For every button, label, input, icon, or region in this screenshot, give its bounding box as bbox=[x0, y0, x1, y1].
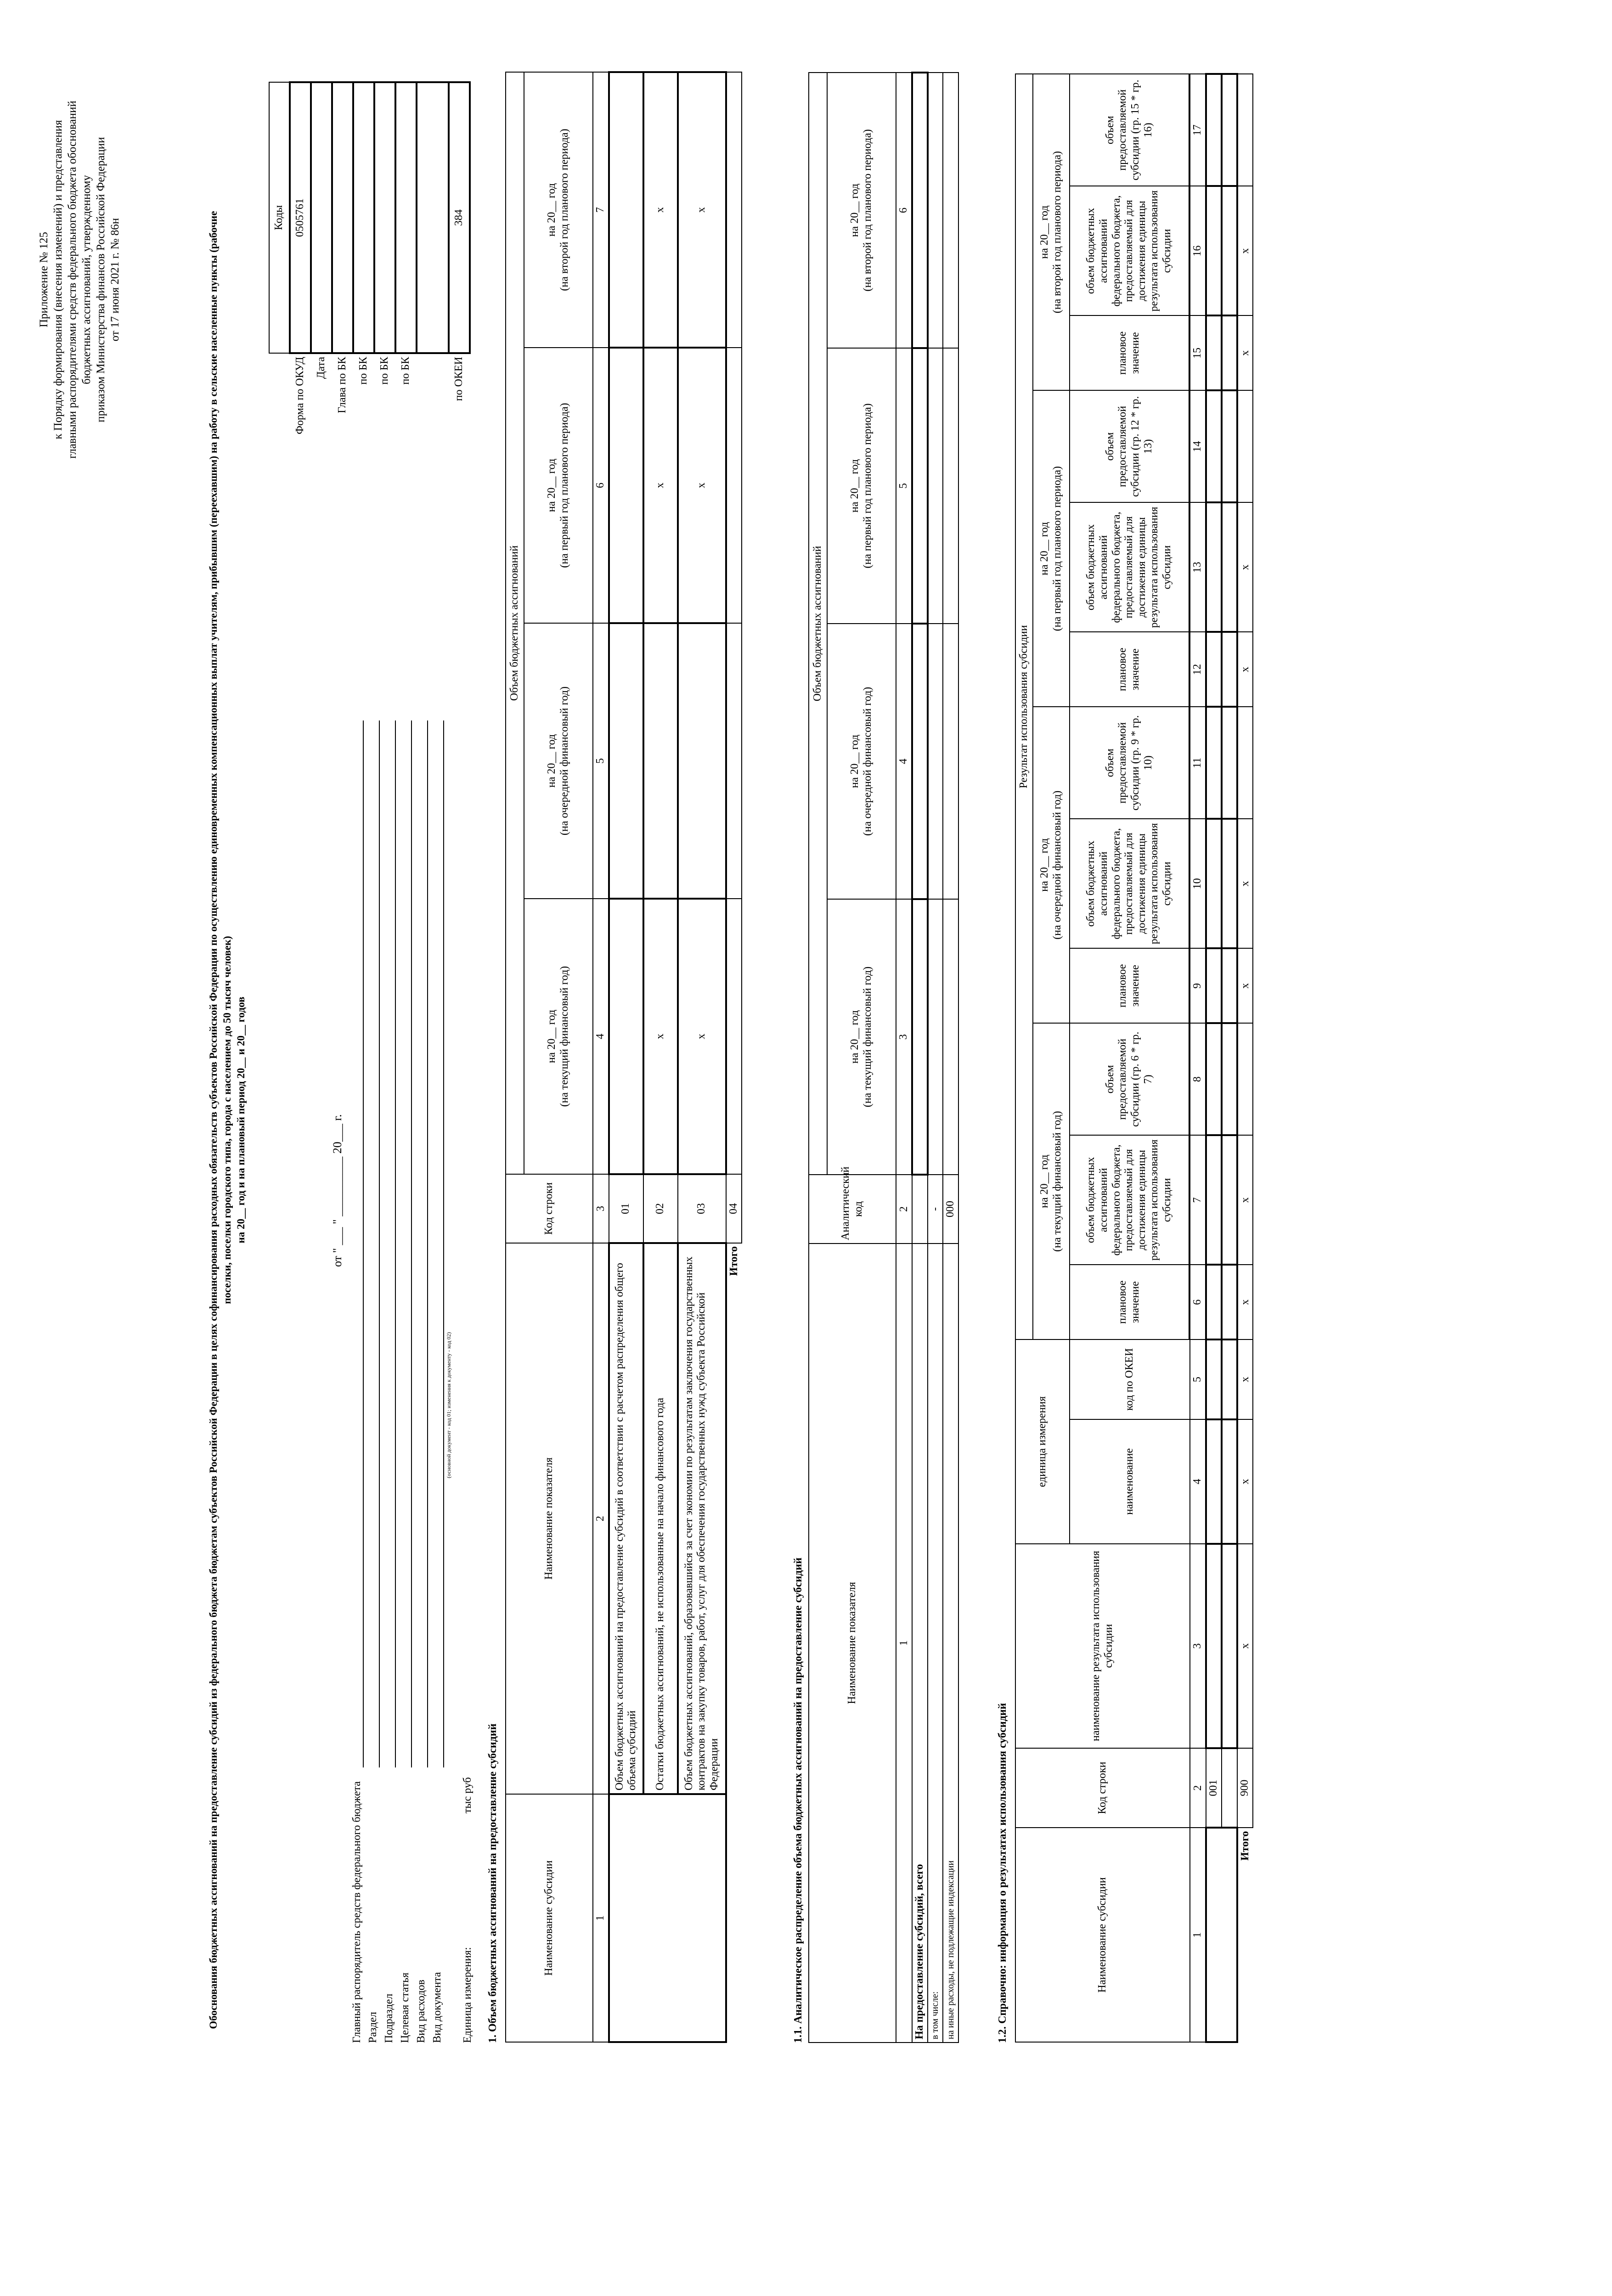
s1-cell bbox=[609, 348, 643, 623]
s11-column-numbers bbox=[896, 73, 912, 2043]
s12-head-unit-group: единица измерения bbox=[1015, 1339, 1070, 1544]
appendix-line: приказом Министерства финансов Российской Федерации bbox=[95, 137, 107, 422]
s12-total-code: 900 bbox=[1237, 1748, 1253, 1828]
appendix-line: к Порядку формирования (внесения изменений) и представления bbox=[52, 120, 64, 439]
s12-cell bbox=[1222, 1023, 1237, 1135]
appendix-block bbox=[37, 36, 122, 523]
s1-cell: x bbox=[643, 899, 678, 1174]
s1-cell bbox=[726, 623, 742, 899]
s1-row-code: 03 bbox=[678, 1174, 726, 1243]
codes-header: Коды bbox=[269, 82, 290, 353]
col-num: 5 bbox=[896, 348, 912, 624]
title-line: Обоснования бюджетных ассигнований на предоставление субсидий из федерального бюджета бюджетам субъектов Российской Федерации в целях софинансирования расходных обязательств субъектов Российской Федерации по осуществлению единовременных компенсационных выплат учителям, прибывшим (переехавшим) на работу в сельские населенные пункты (рабочие bbox=[208, 211, 219, 2029]
s12-total-cell: x bbox=[1237, 316, 1253, 391]
s12-head-vol: объем бюджетных ассигнований федерального бюджета, предоставляемый для достижения единицы результата использования субсидии bbox=[1070, 186, 1189, 315]
s12-cell bbox=[1206, 819, 1222, 948]
col-num: 3 bbox=[593, 1174, 609, 1243]
col-num: 5 bbox=[593, 623, 609, 899]
s12-cell bbox=[1222, 390, 1237, 502]
s1-head-row-code: Код строки bbox=[506, 1174, 593, 1243]
s12-cell bbox=[1222, 74, 1237, 186]
s11-head-group: Объем бюджетных ассигнований bbox=[809, 73, 827, 1175]
s1-head-year2: на 20__ год (на очередной финансовый год) bbox=[524, 623, 593, 899]
title-line: на 20__ год и на плановый период 20__ и 20__ годов bbox=[235, 996, 247, 1244]
col-num: 16 bbox=[1190, 186, 1206, 315]
s11-cell bbox=[912, 899, 928, 1175]
appendix-line: от 17 июня 2021 г. № 86н bbox=[109, 218, 121, 342]
s1-cell bbox=[678, 623, 726, 899]
col-num: 2 bbox=[896, 1175, 912, 1244]
s12-cell bbox=[1222, 707, 1237, 819]
s12-head-vol: объем бюджетных ассигнований федерального бюджета, предоставляемый для достижения единицы результата использования субсидии bbox=[1070, 819, 1189, 948]
col-num: 1 bbox=[896, 1244, 912, 2043]
s12-cell bbox=[1206, 1023, 1222, 1135]
s12-cell bbox=[1206, 316, 1222, 391]
codes-label: Глава по БК bbox=[336, 357, 349, 413]
s11-cell bbox=[928, 624, 943, 899]
s12-head-vol: объем бюджетных ассигнований федерального бюджета, предоставляемый для достижения единицы результата использования субсидии bbox=[1070, 502, 1189, 632]
codes-label: по ОКЕИ bbox=[453, 357, 465, 401]
s12-cell bbox=[1222, 1265, 1237, 1339]
s1-subsidy-cell bbox=[609, 1794, 726, 2042]
field-line bbox=[395, 720, 396, 1767]
s12-head-result-name: наименование результата использования субсидии bbox=[1015, 1544, 1190, 1748]
codes-row bbox=[449, 82, 470, 495]
s12-head-unit-name: наименование bbox=[1070, 1419, 1190, 1544]
table-row bbox=[643, 72, 678, 2042]
s11-row-code: - bbox=[928, 1175, 943, 1244]
table-row bbox=[609, 72, 643, 2042]
s1-cell bbox=[726, 899, 742, 1174]
field-line bbox=[379, 720, 380, 1767]
document-title bbox=[207, 156, 248, 2084]
s12-head-plan: плановое значение bbox=[1070, 632, 1189, 707]
section1-table bbox=[505, 71, 742, 2043]
s11-cell bbox=[928, 899, 943, 1175]
col-num: 13 bbox=[1190, 502, 1206, 632]
s12-cell bbox=[1206, 1419, 1222, 1544]
s12-cell bbox=[1206, 1265, 1222, 1339]
col-num: 4 bbox=[1190, 1419, 1206, 1544]
s1-head-subsidy-name: Наименование субсидии bbox=[506, 1794, 593, 2042]
col-num: 2 bbox=[1190, 1748, 1206, 1828]
s11-head-year1: на 20__ год (на текущий финансовый год) bbox=[827, 899, 896, 1175]
codes-table bbox=[269, 81, 471, 495]
appendix-line: Приложение № 125 bbox=[38, 231, 50, 328]
s12-total-cell bbox=[1237, 390, 1253, 502]
codes-row bbox=[374, 82, 395, 495]
s12-total-cell: x bbox=[1237, 632, 1253, 707]
field-line bbox=[427, 720, 428, 1767]
unit-label: Единица измерения: bbox=[462, 1947, 473, 2043]
col-num: 7 bbox=[593, 72, 609, 348]
col-num: 1 bbox=[1190, 1828, 1206, 2042]
codes-value: 384 bbox=[449, 82, 470, 353]
s12-cell bbox=[1222, 186, 1237, 315]
s11-cell bbox=[943, 348, 958, 624]
col-num: 6 bbox=[1190, 1265, 1206, 1339]
codes-row bbox=[417, 82, 449, 495]
col-num: 9 bbox=[1190, 948, 1206, 1023]
s1-total-label: Итого bbox=[727, 1246, 740, 1276]
codes-row bbox=[353, 82, 374, 495]
s11-cell bbox=[943, 624, 958, 899]
table-row bbox=[912, 73, 928, 2043]
s11-cell bbox=[928, 73, 943, 348]
col-num: 7 bbox=[1190, 1135, 1206, 1265]
s12-total-cell bbox=[1237, 707, 1253, 819]
title-line: поселки, поселки городского типа, города с населением до 50 тысяч человек) bbox=[221, 936, 233, 1304]
codes-label: по БК bbox=[400, 357, 412, 385]
s12-head-plan: плановое значение bbox=[1070, 316, 1189, 391]
codes-label: по БК bbox=[357, 357, 370, 385]
section12-title: 1.2. Справочно: информация о результатах использования субсидий bbox=[997, 1703, 1009, 2043]
header-fields bbox=[349, 1781, 445, 2043]
col-num: 1 bbox=[593, 1794, 609, 2042]
s12-total-cell: x bbox=[1237, 948, 1253, 1023]
s11-head-year3: на 20__ год (на первый год планового периода) bbox=[827, 348, 896, 624]
section11-title: 1.1. Аналитическое распределение объема бюджетных ассигнований на предоставление субсидий bbox=[792, 1557, 804, 2043]
s1-head-year3: на 20__ год (на первый год планового периода) bbox=[524, 348, 593, 623]
s12-cell bbox=[1222, 632, 1237, 707]
codes-row bbox=[395, 82, 417, 495]
codes-value: 0505761 bbox=[290, 82, 311, 353]
codes-row bbox=[311, 82, 332, 495]
s12-cell bbox=[1206, 948, 1222, 1023]
s12-head-sub: объем предоставляемой субсидии (гр. 6 * гр. 7) bbox=[1070, 1023, 1189, 1135]
s12-cell bbox=[1206, 1339, 1222, 1419]
section12-table bbox=[1015, 73, 1253, 2043]
codes-value bbox=[332, 82, 353, 353]
s11-cell bbox=[912, 624, 928, 899]
s11-row-name: в том числе: bbox=[928, 1244, 943, 2043]
codes-value bbox=[417, 82, 449, 353]
codes-label: Дата bbox=[315, 357, 327, 379]
table-row bbox=[943, 73, 958, 2043]
unit-value: тыс руб bbox=[462, 1777, 473, 1813]
s12-head-unit-code: код по ОКЕИ bbox=[1070, 1339, 1190, 1419]
col-num: 4 bbox=[593, 899, 609, 1174]
s1-column-numbers bbox=[593, 72, 609, 2042]
s1-head-year1: на 20__ год (на текущий финансовый год) bbox=[524, 899, 593, 1174]
section11-table bbox=[808, 72, 959, 2043]
s1-head-group: Объем бюджетных ассигнований bbox=[506, 72, 524, 1174]
s1-row-code: 01 bbox=[609, 1174, 643, 1243]
s1-row-name: Остатки бюджетных ассигнований, не использованные на начало финансового года bbox=[643, 1243, 678, 1794]
s1-cell: x bbox=[678, 72, 726, 348]
s12-row-code bbox=[1222, 1748, 1237, 1828]
s1-cell bbox=[726, 348, 742, 623]
s1-row-name: Объем бюджетных ассигнований, образовавшийся за счет экономии по результатам заключения государственных контрактов на закупку товаров, работ, услуг для обеспечения государственных нужд субъекта Российской Федерации bbox=[678, 1243, 726, 1794]
s12-head-period2: на 20__ год (на очередной финансовый год) bbox=[1033, 707, 1070, 1023]
codes-value bbox=[374, 82, 395, 353]
s12-cell bbox=[1206, 1544, 1222, 1748]
col-num: 10 bbox=[1190, 819, 1206, 948]
s12-cell bbox=[1222, 316, 1237, 391]
col-num: 14 bbox=[1190, 390, 1206, 502]
s12-subsidy-cell bbox=[1206, 1828, 1237, 2042]
s11-head-year4: на 20__ год (на второй год планового периода) bbox=[827, 73, 896, 348]
field-line bbox=[363, 720, 364, 1767]
s1-row-name: Объем бюджетных ассигнований на предоставление субсидий в соответствии с расчетом распределения общего объема субсидий bbox=[609, 1243, 643, 1794]
table-row bbox=[678, 72, 726, 2042]
s12-head-plan: плановое значение bbox=[1070, 1265, 1189, 1339]
codes-label: по БК bbox=[378, 357, 391, 385]
s11-row-code bbox=[912, 1175, 928, 1244]
s12-cell bbox=[1206, 632, 1222, 707]
s12-total-cell bbox=[1237, 1023, 1253, 1135]
s1-cell bbox=[609, 623, 643, 899]
s1-cell: x bbox=[643, 72, 678, 348]
s12-row-code: 001 bbox=[1206, 1748, 1222, 1828]
s12-total-label: Итого bbox=[1239, 1831, 1251, 1861]
s12-head-sub: объем предоставляемой субсидии (гр. 12 * гр. 13) bbox=[1070, 390, 1189, 502]
s12-head-period4: на 20__ год (на второй год планового периода) bbox=[1033, 74, 1070, 390]
s12-cell bbox=[1222, 502, 1237, 632]
document-date-line: от " ___ " __________ 20___ г. bbox=[331, 1114, 344, 1267]
s1-cell: x bbox=[678, 899, 726, 1174]
appendix-line: бюджетных ассигнований, утвержденному bbox=[80, 175, 93, 384]
s12-total-cell bbox=[1237, 74, 1253, 186]
s1-cell bbox=[609, 72, 643, 348]
s12-total-cell: x bbox=[1237, 1419, 1253, 1544]
s12-head-plan: плановое значение bbox=[1070, 948, 1189, 1023]
appendix-line: главными распорядителями средств федерального бюджета обоснований bbox=[66, 101, 79, 459]
s12-cell bbox=[1206, 390, 1222, 502]
s1-head-indicator: Наименование показателя bbox=[506, 1243, 593, 1794]
col-num: 6 bbox=[593, 348, 609, 623]
s12-cell bbox=[1222, 1544, 1237, 1748]
s12-cell bbox=[1206, 502, 1222, 632]
col-num: 3 bbox=[896, 899, 912, 1175]
s12-cell bbox=[1222, 948, 1237, 1023]
col-num: 6 bbox=[896, 73, 912, 348]
s11-head-year2: на 20__ год (на очередной финансовый год) bbox=[827, 624, 896, 899]
s11-row-name: на иные расходы, не подлежащие индексации bbox=[943, 1244, 958, 2043]
s1-cell bbox=[609, 899, 643, 1174]
s12-total-cell: x bbox=[1237, 1339, 1253, 1419]
s12-total-cell: x bbox=[1237, 186, 1253, 315]
field-label-section: Раздел bbox=[367, 2012, 379, 2043]
s12-total-cell: x bbox=[1237, 1265, 1253, 1339]
s12-cell bbox=[1222, 1135, 1237, 1265]
s1-cell bbox=[643, 623, 678, 899]
codes-label: Форма по ОКУД bbox=[294, 357, 306, 434]
s1-total-row bbox=[726, 72, 742, 2042]
s12-total-cell: x bbox=[1237, 502, 1253, 632]
s12-cell bbox=[1206, 186, 1222, 315]
s12-total-cell: x bbox=[1237, 819, 1253, 948]
s11-row-code: 000 bbox=[943, 1175, 958, 1244]
s11-cell bbox=[943, 899, 958, 1175]
s11-cell bbox=[912, 73, 928, 348]
field-label-subsection: Подраздел bbox=[383, 1993, 395, 2043]
s12-head-period1: на 20__ год (на текущий финансовый год) bbox=[1033, 1023, 1070, 1339]
s11-row-name: На предоставление субсидий, всего bbox=[912, 1244, 928, 2043]
field-label-document-type: Вид документа bbox=[431, 1972, 443, 2043]
s12-head-result-group: Результат использования субсидии bbox=[1015, 74, 1033, 1339]
codes-row bbox=[290, 82, 311, 495]
col-num: 15 bbox=[1190, 316, 1206, 391]
s11-head-code: Аналитический код bbox=[809, 1175, 896, 1244]
s11-cell bbox=[912, 348, 928, 624]
field-label-expense-type: Вид расходов bbox=[415, 1980, 427, 2043]
s1-cell: x bbox=[678, 348, 726, 623]
s1-head-year4: на 20__ год (на второй год планового периода) bbox=[524, 72, 593, 348]
s1-cell: x bbox=[643, 348, 678, 623]
s12-head-row-code: Код строки bbox=[1015, 1748, 1190, 1828]
table-row bbox=[1222, 74, 1237, 2042]
s12-column-numbers bbox=[1190, 74, 1206, 2042]
s12-cell bbox=[1206, 74, 1222, 186]
s11-head-indicator: Наименование показателя bbox=[809, 1244, 896, 2043]
codes-label bbox=[417, 353, 449, 495]
s12-head-subsidy-name: Наименование субсидии bbox=[1015, 1828, 1190, 2042]
codes-value bbox=[311, 82, 332, 353]
codes-row bbox=[332, 82, 353, 495]
s1-cell bbox=[726, 72, 742, 348]
codes-value bbox=[395, 82, 417, 353]
col-num: 17 bbox=[1190, 74, 1206, 186]
s11-cell bbox=[943, 73, 958, 348]
s12-cell bbox=[1222, 819, 1237, 948]
s12-head-vol: объем бюджетных ассигнований федерального бюджета, предоставляемый для достижения единицы результата использования субсидии bbox=[1070, 1135, 1189, 1265]
s12-total-row bbox=[1237, 74, 1253, 2042]
s11-cell bbox=[928, 348, 943, 624]
s12-head-sub: объем предоставляемой субсидии (гр. 9 * гр. 10) bbox=[1070, 707, 1189, 819]
col-num: 2 bbox=[593, 1243, 609, 1794]
col-num: 12 bbox=[1190, 632, 1206, 707]
col-num: 8 bbox=[1190, 1023, 1206, 1135]
s12-cell bbox=[1222, 1339, 1237, 1419]
s12-head-period3: на 20__ год (на первый год планового периода) bbox=[1033, 390, 1070, 707]
field-label-target-article: Целевая статья bbox=[399, 1972, 411, 2043]
s12-cell bbox=[1206, 707, 1222, 819]
section1-title: 1. Объем бюджетных ассигнований на предоставление субсидий bbox=[487, 1723, 499, 2043]
s1-total-code: 04 bbox=[726, 1174, 742, 1243]
s12-cell bbox=[1222, 1419, 1237, 1544]
document-type-note: (основной документ - код 01; изменения к документу - код 02) bbox=[445, 1332, 452, 1478]
s12-cell bbox=[1206, 1135, 1222, 1265]
s1-row-code: 02 bbox=[643, 1174, 678, 1243]
field-line bbox=[411, 720, 412, 1767]
table-row bbox=[1206, 74, 1222, 2042]
s12-total-cell: x bbox=[1237, 1135, 1253, 1265]
field-label-main-manager: Главный распорядитель средств федерального бюджета bbox=[351, 1781, 363, 2043]
table-row bbox=[928, 73, 943, 2043]
s12-head-sub: объем предоставляемой субсидии (гр. 15 * гр. 16) bbox=[1070, 74, 1189, 186]
col-num: 11 bbox=[1190, 707, 1206, 819]
field-line bbox=[443, 720, 444, 1767]
codes-value bbox=[353, 82, 374, 353]
col-num: 3 bbox=[1190, 1544, 1206, 1748]
col-num: 4 bbox=[896, 624, 912, 899]
s12-total-cell: x bbox=[1237, 1544, 1253, 1748]
col-num: 5 bbox=[1190, 1339, 1206, 1419]
